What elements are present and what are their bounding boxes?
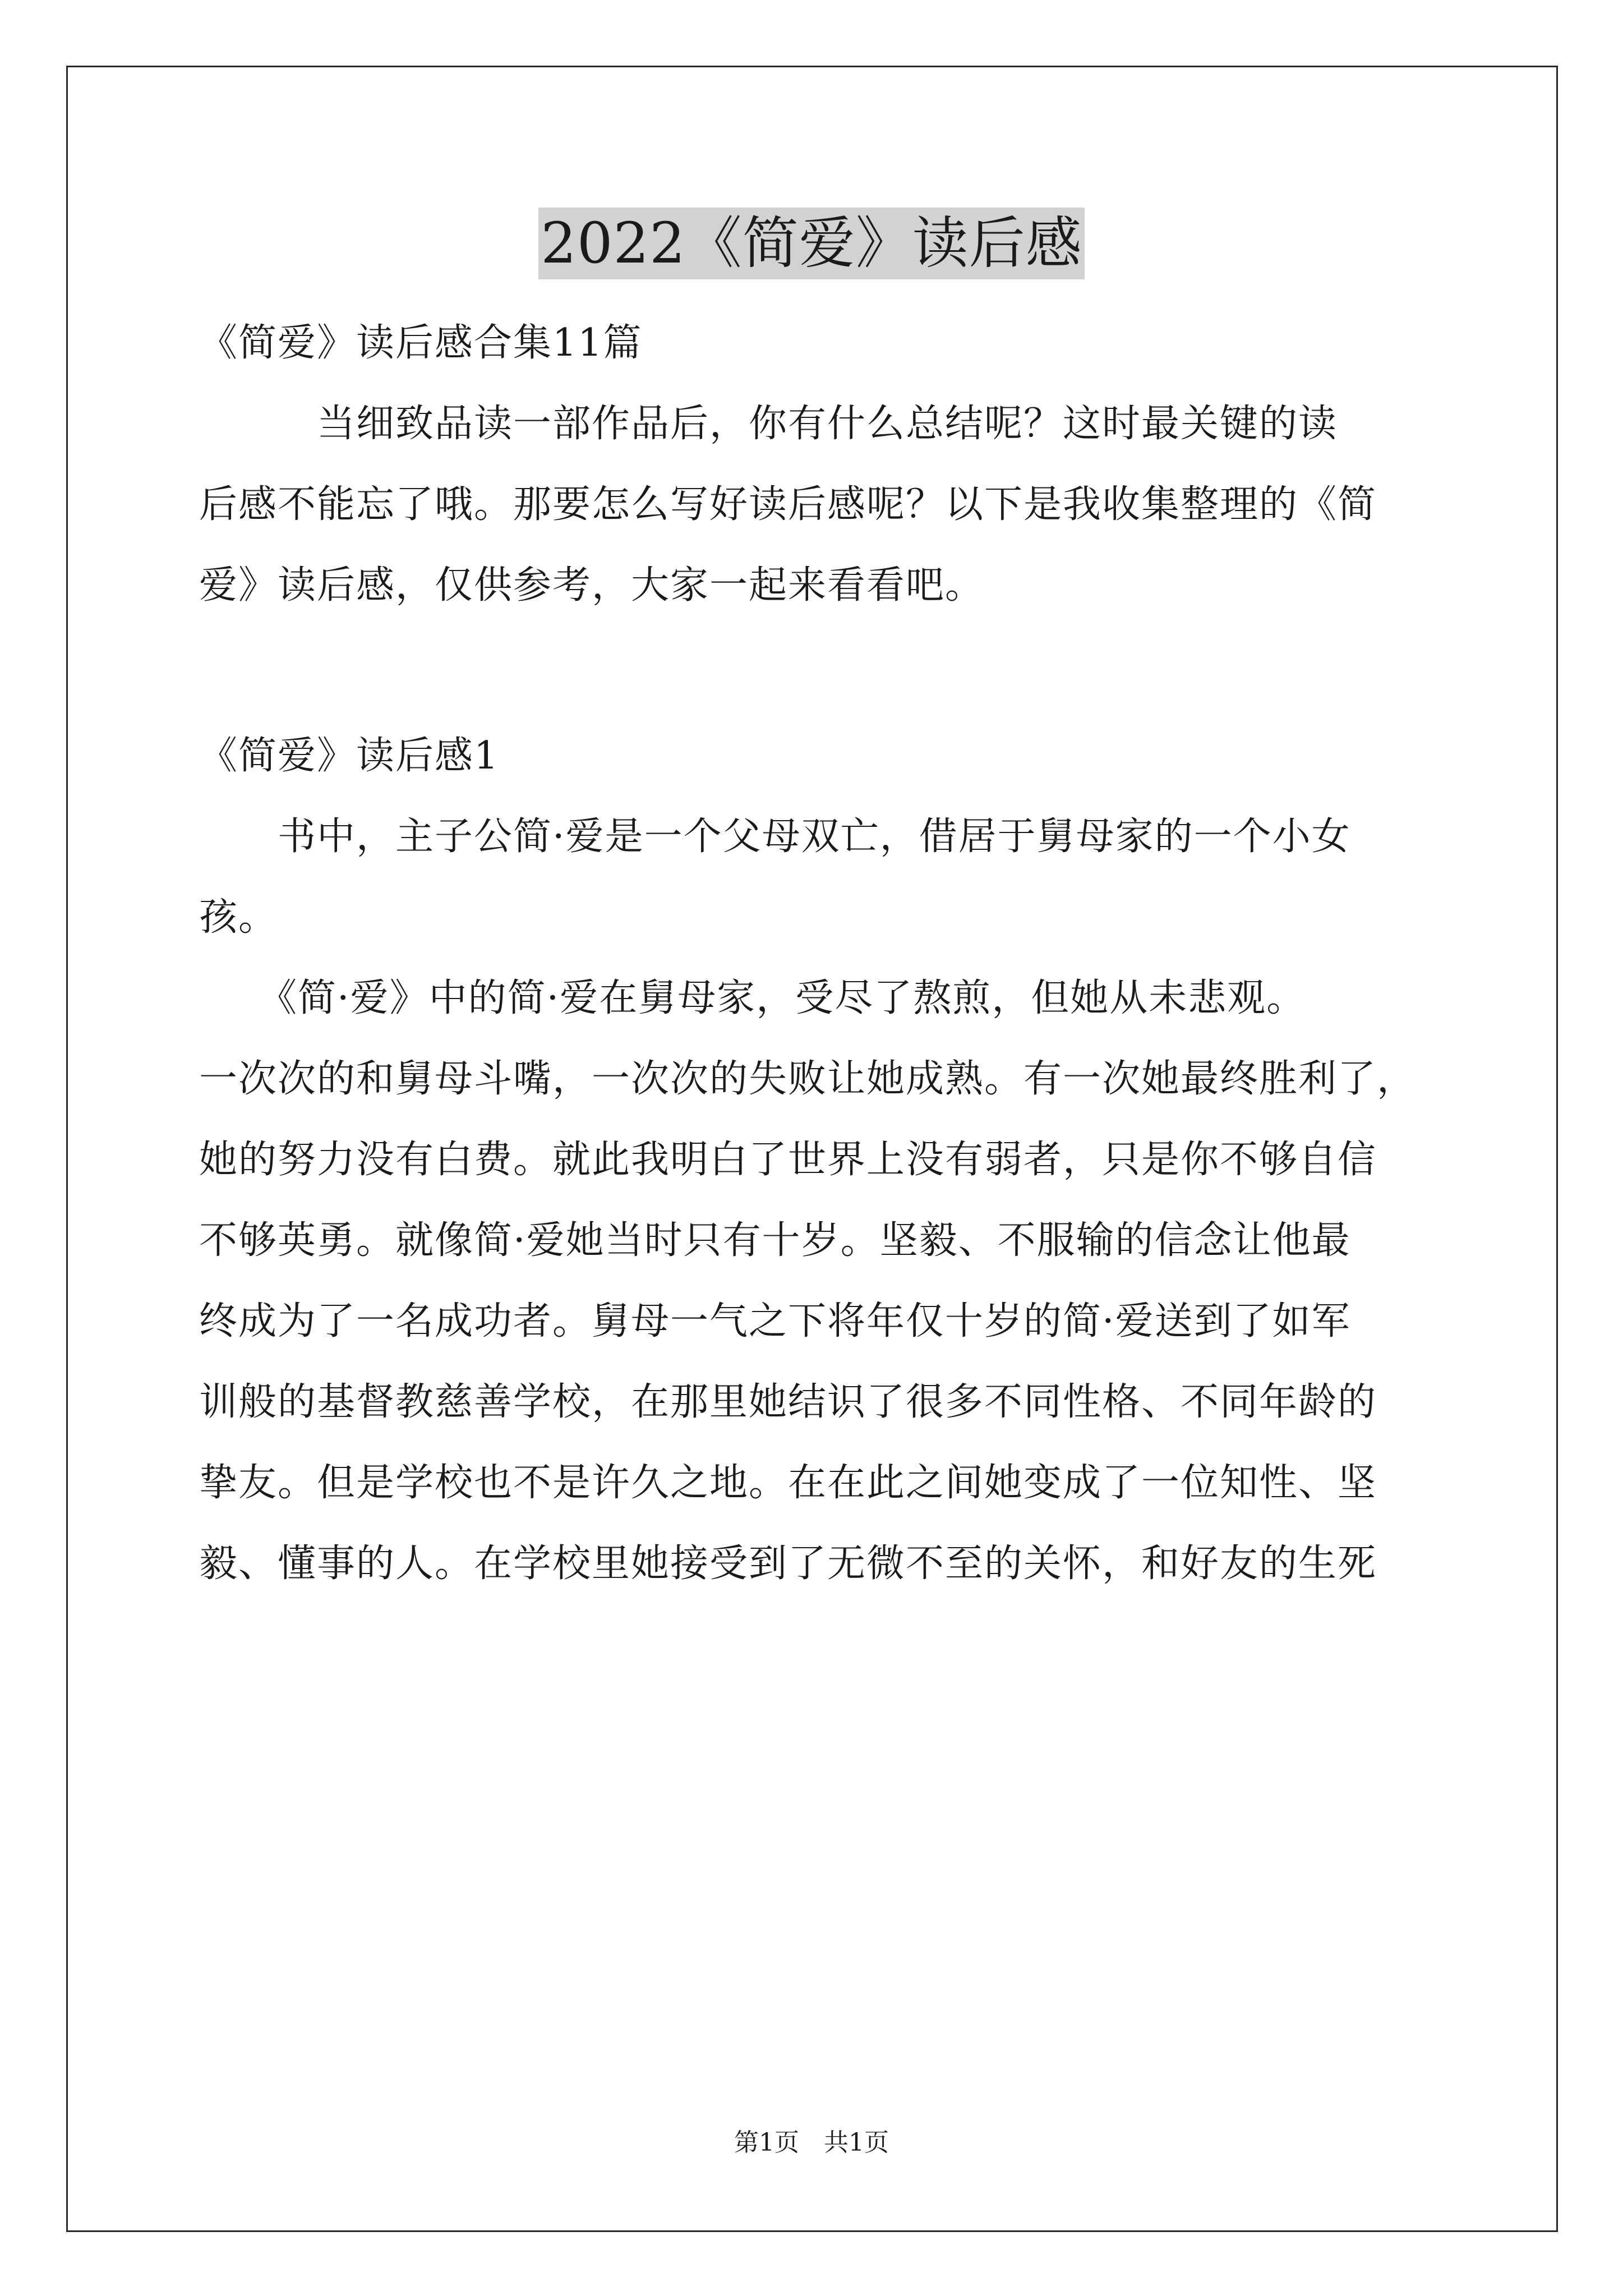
body-line: 不够英勇。就像简·爱她当时只有十岁。坚毅、不服输的信念让他最 — [199, 1218, 1351, 1263]
subtitle: 《简爱》读后感合集11篇 — [199, 321, 643, 365]
body-line: 一次次的和舅母斗嘴，一次次的失败让她成熟。有一次她最终胜利了， — [199, 1057, 1417, 1101]
intro-line: 当细致品读一部作品后，你有什么总结呢？这时最关键的读 — [199, 402, 1338, 446]
body-line: 孩。 — [199, 895, 278, 940]
intro-line: 爱》读后感，仅供参考，大家一起来看看吧。 — [199, 563, 985, 608]
section-heading: 《简爱》读后感1 — [199, 734, 500, 778]
body-line: 《简·爱》中的简·爱在舅母家，受尽了熬煎，但她从未悲观。 — [199, 976, 1306, 1020]
body-line: 她的努力没有白费。就此我明白了世界上没有弱者，只是你不够自信 — [199, 1138, 1377, 1182]
document-body — [199, 303, 1430, 1604]
body-line: 毅、懂事的人。在学校里她接受到了无微不至的关怀，和好友的生死 — [199, 1542, 1377, 1586]
page-footer: 第1页 共1页 — [734, 2128, 889, 2157]
document-title: 2022《简爱》读后感 — [538, 208, 1085, 279]
intro-line: 后感不能忘了哦。那要怎么写好读后感呢？以下是我收集整理的《简 — [199, 482, 1377, 527]
body-line: 书中，主子公简·爱是一个父母双亡，借居于舅母家的一个小女 — [199, 815, 1351, 859]
body-line: 挚友。但是学校也不是许久之地。在在此之间她变成了一位知性、坚 — [199, 1461, 1377, 1505]
body-line: 训般的基督教慈善学校，在那里她结识了很多不同性格、不同年龄的 — [199, 1380, 1377, 1424]
body-line: 终成为了一名成功者。舅母一气之下将年仅十岁的简·爱送到了如军 — [199, 1299, 1351, 1343]
title-wrap — [0, 208, 1623, 279]
paragraph-gap — [199, 626, 1430, 716]
